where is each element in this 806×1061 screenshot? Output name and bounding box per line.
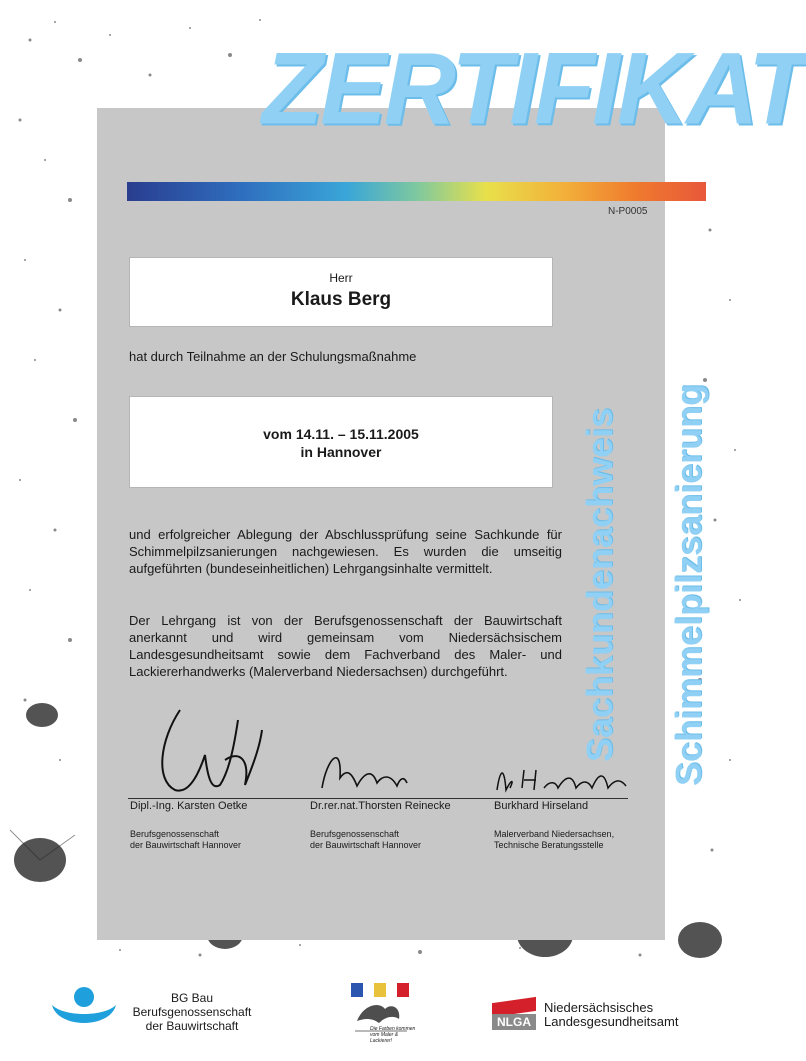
recipient-box (130, 258, 552, 326)
malerverband-slogan: Die Farben kommen vom Maler & Lackierer! (370, 1026, 416, 1044)
recipient-name: Klaus Berg (290, 289, 392, 310)
document-code: N-P0005 (608, 206, 648, 217)
bg-bau-line2: Berufsgenossenschaft (132, 1005, 252, 1019)
signature-hirseland (492, 760, 632, 798)
intro-text: hat durch Teilnahme an der Schulungsmaßnahme (129, 349, 417, 364)
certificate-title: ZERTIFIKAT (262, 31, 806, 147)
signatory-name-3: Burkhard Hirseland (494, 800, 589, 812)
bg-bau-text (132, 991, 252, 1033)
nlga-text (544, 1001, 678, 1029)
course-date-box (130, 397, 552, 487)
signature-reinecke (312, 738, 412, 798)
vertical-subtitle-right: Schimmelpilzsanierung (668, 383, 709, 786)
nlga-line2: Landesgesundheitsamt (544, 1014, 679, 1029)
signature-line (128, 798, 628, 799)
body-paragraph-2: Der Lehrgang ist von der Berufsgenossenschaft der Bauwirtschaft anerkannt und wird gemeinsam vom Niedersächsischem Landesgesundheitsamt sowie dem Fachverband des Maler- und Lackiererhandwerks (Malerverband Niedersachsen) durchgeführt. (129, 613, 562, 679)
course-place: in Hannover (300, 444, 382, 460)
rainbow-bar (127, 182, 706, 201)
nlga-badge (492, 1000, 536, 1030)
nlga-badge-label: NLGA (492, 1014, 536, 1030)
bg-bau-logo-icon (48, 985, 120, 1033)
body-paragraph-1: und erfolgreicher Ablegung der Abschlussprüfung seine Sachkunde für Schimmelpilzsanierungen nachgewiesen. Es wurden die umseitig aufgeführten (bundeseinheitlichen) Lehrgangsinhalte vermittelt. (129, 527, 562, 576)
signatory-org-3 (494, 829, 614, 851)
vertical-subtitle-left: Sachkundenachweis (579, 407, 620, 762)
signatory-org-2 (310, 829, 421, 851)
signatory-org-1-line2: der Bauwirtschaft Hannover (130, 840, 242, 850)
signatory-org-3-line1: Malerverband Niedersachsen, (494, 829, 615, 839)
signature-oetke (150, 700, 270, 798)
signatory-org-3-line2: Technische Beratungsstelle (494, 840, 604, 850)
signatory-name-2: Dr.rer.nat.Thorsten Reinecke (310, 800, 451, 812)
bg-bau-line3: der Bauwirtschaft (145, 1019, 239, 1033)
course-dates: vom 14.11. – 15.11.2005 (263, 426, 419, 442)
signatory-org-1-line1: Berufsgenossenschaft (130, 829, 220, 839)
signatory-org-1 (130, 829, 241, 851)
salutation: Herr (329, 271, 353, 285)
bg-bau-line1: BG Bau (170, 991, 214, 1005)
signatory-name-1: Dipl.-Ing. Karsten Oetke (130, 800, 248, 812)
signatory-org-2-line2: der Bauwirtschaft Hannover (310, 840, 422, 850)
nlga-line1: Niedersächsisches (544, 1000, 654, 1015)
signatory-org-2-line1: Berufsgenossenschaft (310, 829, 400, 839)
